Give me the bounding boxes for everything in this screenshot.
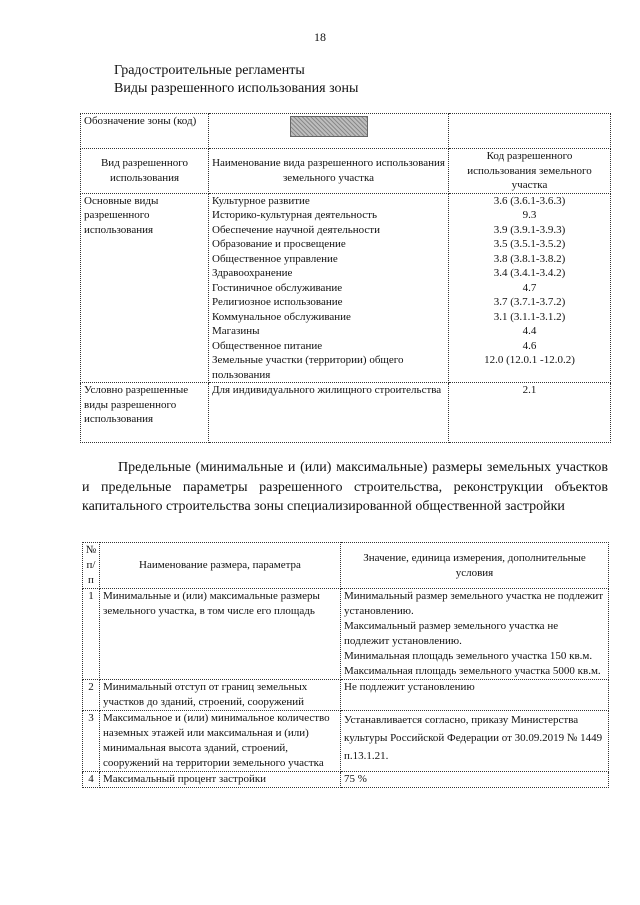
use-code: 4.7 [522,281,537,294]
use-name: Образование и просвещение [212,238,346,250]
use-code: 3.6 (3.6.1-3.6.3) [493,194,566,207]
header-use-type: Вид разрешенного использования [81,149,209,194]
use-name: Историко-культурная деятельность [212,209,377,221]
use-name: Здравоохранение [212,267,293,279]
parameter-name: Максимальный процент застройки [100,772,341,788]
use-code: 3.5 (3.5.1-3.5.2) [493,238,566,250]
use-name: Коммунальное обслуживание [212,310,351,323]
parameter-name: Минимальные и (или) максимальные размеры земельного участка, в том числе его площадь [100,589,341,680]
main-use-category: Основные виды разрешенного использования [81,193,209,383]
parameter-value [341,772,609,788]
header-use-name: Наименование вида разрешенного использования земельного участка [209,149,449,194]
parameter-value [341,680,609,711]
use-name: Общественное питание [212,339,323,352]
use-name: Культурное развитие [212,194,310,207]
header-parameter-name: Наименование размера, параметра [100,543,341,589]
limits-paragraph: Предельные (минимальные и (или) максимальные) размеры земельных участков и предельные параметры разрешенного строительства, реконструкции объектов капитального строительства зоны специализированной общественной застройки [82,460,608,514]
value-line: Устанавливается согласно, приказу Министерства культуры Российской Федерации от 30.09.2019 № 1449 п.13.1.21. [344,714,603,762]
parameter-value [341,711,609,772]
use-name: Магазины [212,325,260,337]
use-code: 4.6 [522,339,537,352]
row-number: 2 [83,680,100,711]
use-code: 3.7 (3.7.1-3.7.2) [493,296,566,308]
page-number: 18 [314,30,326,44]
use-code: 3.9 (3.9.1-3.9.3) [493,223,566,236]
permitted-use-table [80,113,611,443]
value-line: Минимальный размер земельного участка не подлежит установлению. [344,590,604,617]
conditional-use-code: 2.1 [449,383,611,443]
empty-cell [449,114,611,149]
zone-code-cell [209,114,449,149]
use-code: 3.4 (3.4.1-3.4.2) [493,267,566,279]
zone-code-label: Обозначение зоны (код) [81,114,209,149]
regulations-title: Градостроительные регламенты [114,63,305,78]
value-line: Максимальная площадь земельного участка 5000 кв.м. [344,665,601,677]
value-line: Не подлежит установлению [344,681,475,693]
use-code: 9.3 [522,209,537,221]
use-name: Религиозное использование [212,296,343,308]
main-use-names [209,193,449,383]
use-name: Земельные участки (территории) общего пользования [212,354,404,381]
header-parameter-value: Значение, единица измерения, дополнительные условия [341,543,609,589]
value-line: Минимальная площадь земельного участка 150 кв.м. [344,650,593,662]
parameter-value [341,589,609,680]
row-number: 3 [83,711,100,772]
use-code: 3.1 (3.1.1-3.1.2) [493,310,566,323]
header-use-code: Код разрешенного использования земельного участка [449,149,611,194]
use-name: Общественное управление [212,252,338,265]
use-name: Гостиничное обслуживание [212,281,343,294]
value-line: 75 % [344,773,367,785]
parameter-name: Максимальное и (или) минимальное количество наземных этажей или максимальная и (или) минимальная высота зданий, строений, сооружений на территории земельного участка [100,711,341,772]
use-code: 3.8 (3.8.1-3.8.2) [493,252,566,265]
main-use-codes [449,193,611,383]
header-number: № п/п [83,543,100,589]
row-number: 4 [83,772,100,788]
zone-color-swatch [290,116,368,137]
conditional-use-name: Для индивидуального жилищного строительства [209,383,449,443]
use-code: 4.4 [522,325,537,337]
use-name: Обеспечение научной деятельности [212,223,380,236]
parameter-name: Минимальный отступ от границ земельных участков до зданий, строений, сооружений [100,680,341,711]
row-number: 1 [83,589,100,680]
use-code: 12.0 (12.0.1 -12.0.2) [484,354,575,366]
parameters-table [82,542,609,788]
value-line: Максимальный размер земельного участка не подлежит установлению. [344,620,559,647]
conditional-use-category: Условно разрешенные виды разрешенного использования [81,383,209,443]
permitted-use-title: Виды разрешенного использования зоны [114,81,359,96]
